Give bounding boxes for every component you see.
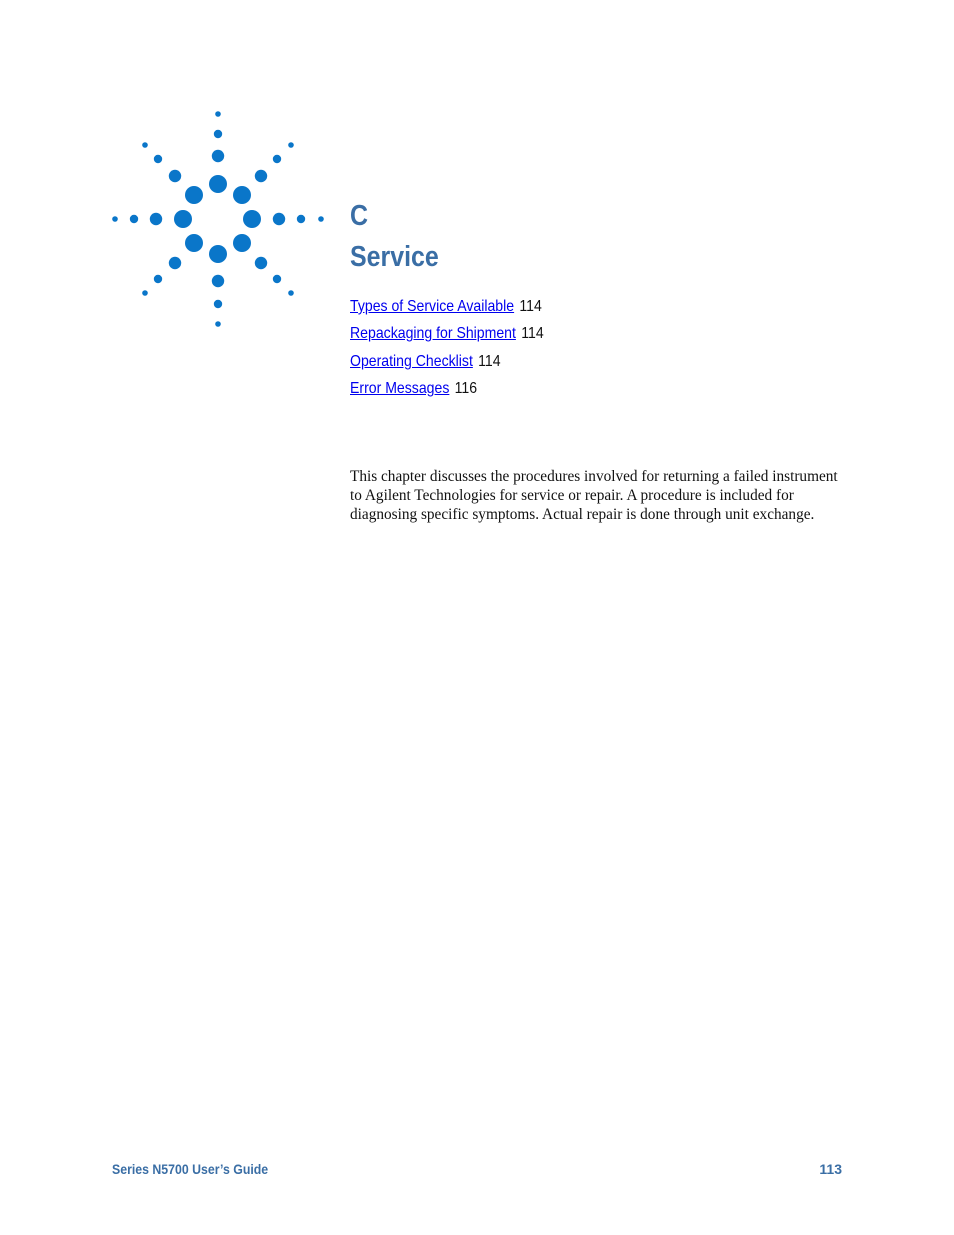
toc-page-number: 114: [519, 298, 542, 315]
toc-entry: [350, 351, 544, 378]
toc-page-number: 114: [478, 352, 501, 370]
toc-page-number: 114: [521, 325, 544, 343]
toc-link-error-messages[interactable]: Error Messages: [350, 379, 450, 397]
toc-page-number: 116: [454, 379, 478, 397]
toc-entry: [350, 296, 544, 323]
toc-entry: [350, 378, 544, 405]
toc-link-repackaging[interactable]: Repackaging for Shipment: [350, 325, 516, 343]
toc-link-operating-checklist[interactable]: Operating Checklist: [350, 352, 473, 370]
footer-document-title: Series N5700 User’s Guide: [112, 1161, 269, 1177]
footer-page-number: 113: [819, 1161, 842, 1177]
chapter-toc: [350, 296, 544, 405]
agilent-spark-logo-icon: [108, 106, 328, 332]
toc-entry: [350, 323, 544, 350]
toc-link-types-of-service[interactable]: Types of Service Available: [350, 298, 515, 315]
chapter-title: Service: [350, 241, 439, 273]
chapter-intro-paragraph: This chapter discusses the procedures involved for returning a failed instrument to Agilent Technologies for service or repair. A procedure is included for diagnosing specific symptoms. Actual repair is done through unit exchange.: [350, 468, 838, 523]
chapter-letter: C: [350, 200, 369, 232]
